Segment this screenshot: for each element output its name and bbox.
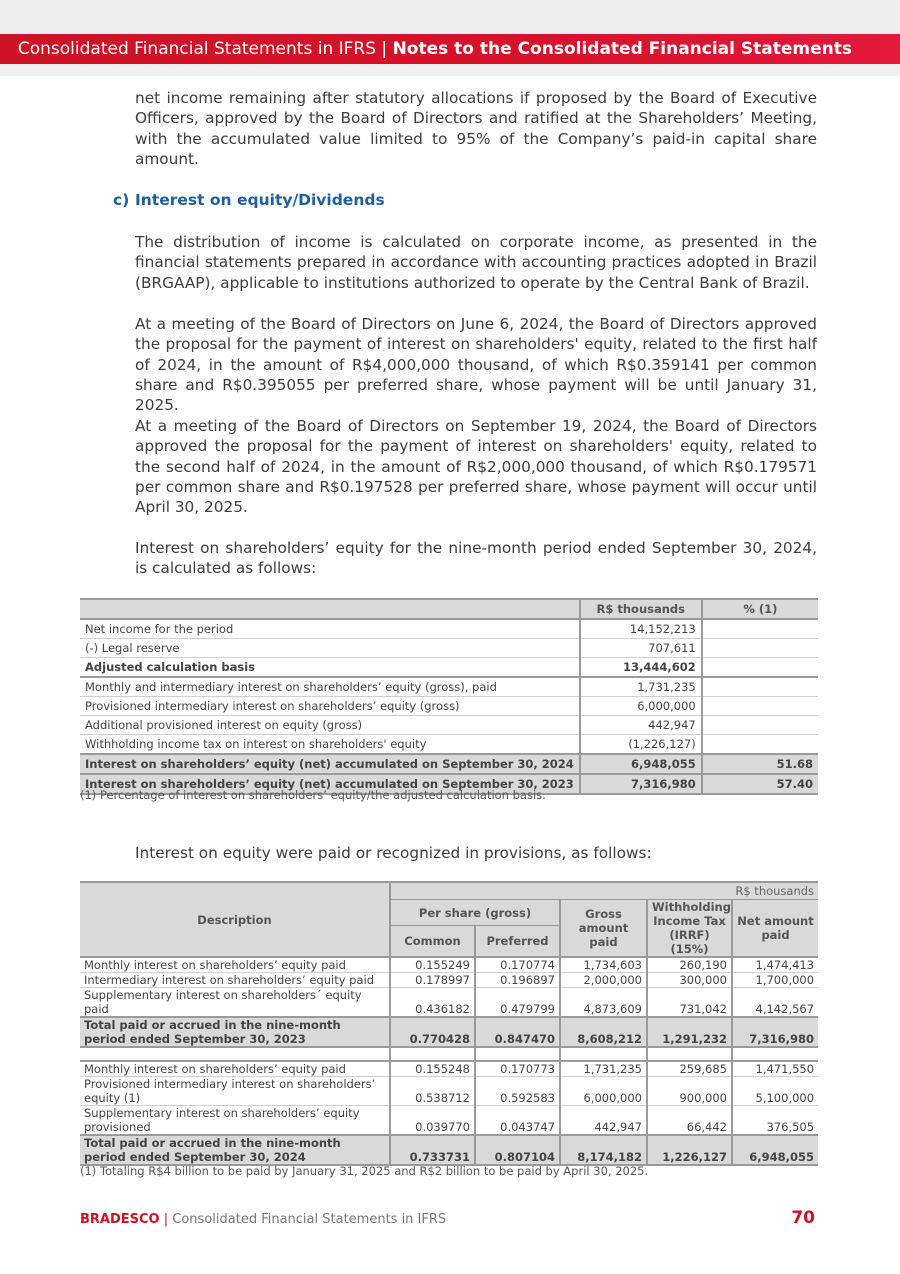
row-gross: 4,873,609 [560, 988, 647, 1018]
row-description: Total paid or accrued in the nine-month period ended September 30, 2024 [80, 1135, 390, 1165]
row-amount: 442,947 [580, 716, 702, 735]
table-row [80, 957, 818, 973]
row-label: (-) Legal reserve [80, 639, 580, 658]
row-common: 0.538712 [390, 1077, 475, 1106]
paragraph-distribution: The distribution of income is calculated on corporate income, as presented in the financial statements prepared in accordance with accounting practices adopted in Brazil (BRGAAP), applicable to institutions authorized to operate by the Central Bank of Brazil. [135, 233, 817, 292]
row-preferred: 0.592583 [475, 1077, 560, 1106]
table-row [80, 1061, 818, 1077]
header-section-title: Notes to the Consolidated Financial Statements [392, 39, 852, 59]
row-net: 376,505 [732, 1106, 818, 1136]
row-withholding: 259,685 [647, 1061, 732, 1077]
row-percent [702, 658, 818, 678]
row-preferred: 0.043747 [475, 1106, 560, 1136]
header-withholding: Withholding Income Tax (IRRF) (15%) [647, 900, 732, 958]
interest-calculation-table [80, 598, 818, 795]
row-common: 0.436182 [390, 988, 475, 1018]
row-withholding: 731,042 [647, 988, 732, 1018]
row-label: Additional provisioned interest on equity (gross) [80, 716, 580, 735]
row-withholding: 900,000 [647, 1077, 732, 1106]
table-row [80, 716, 818, 735]
row-label: Interest on shareholders’ equity (net) accumulated on September 30, 2024 [80, 754, 580, 774]
row-label: Interest on shareholders’ equity (net) accumulated on September 30, 2023 [80, 774, 580, 794]
row-label: Withholding income tax on interest on shareholders' equity [80, 735, 580, 755]
table-row [80, 619, 818, 639]
row-net: 1,700,000 [732, 973, 818, 988]
row-percent [702, 639, 818, 658]
row-amount: 707,611 [580, 639, 702, 658]
table-row-total [80, 754, 818, 774]
row-description: Supplementary interest on shareholders´ equity paid [80, 988, 390, 1018]
table-row-total [80, 1017, 818, 1047]
table-spacer-row [80, 1047, 818, 1061]
row-label: Provisioned intermediary interest on shareholders’ equity (gross) [80, 697, 580, 716]
row-withholding: 1,226,127 [647, 1135, 732, 1165]
row-preferred: 0.847470 [475, 1017, 560, 1047]
row-net: 6,948,055 [732, 1135, 818, 1165]
row-description: Intermediary interest on shareholders’ equity paid [80, 973, 390, 988]
table-row [80, 988, 818, 1018]
header-title: Consolidated Financial Statements in IFRS [17, 39, 377, 59]
row-common: 0.039770 [390, 1106, 475, 1136]
header-unit: R$ thousands [390, 882, 818, 900]
row-net: 1,474,413 [732, 957, 818, 973]
table-row [80, 697, 818, 716]
row-percent [702, 677, 818, 697]
section-title: Interest on equity/Dividends [135, 191, 385, 209]
row-amount: 6,948,055 [580, 754, 702, 774]
table-header-row [80, 599, 818, 619]
row-common: 0.733731 [390, 1135, 475, 1165]
table-row-total [80, 1135, 818, 1165]
table-row [80, 677, 818, 697]
row-percent [702, 716, 818, 735]
table-row [80, 735, 818, 755]
row-amount: 6,000,000 [580, 697, 702, 716]
page-footer [80, 1212, 446, 1227]
row-percent [702, 697, 818, 716]
row-withholding: 300,000 [647, 973, 732, 988]
row-gross: 1,734,603 [560, 957, 647, 973]
row-label: Monthly and intermediary interest on shareholders’ equity (gross), paid [80, 677, 580, 697]
table1-footnote: (1) Percentage of interest on shareholders’ equity/the adjusted calculation basis. [80, 788, 546, 802]
paragraph-september-meeting: At a meeting of the Board of Directors on September 19, 2024, the Board of Directors approved the proposal for the payment of interest on shareholders' equity, related to the second half of 2024, in the amount of R$2,000,000 thousand, of which R$0.179571 per common share and R$0.197528 per preferred share, whose payment will occur until April 30, 2025. [135, 417, 817, 517]
row-percent [702, 735, 818, 755]
row-preferred: 0.807104 [475, 1135, 560, 1165]
row-common: 0.770428 [390, 1017, 475, 1047]
row-description: Monthly interest on shareholders’ equity paid [80, 957, 390, 973]
row-gross: 442,947 [560, 1106, 647, 1136]
row-label: Net income for the period [80, 619, 580, 639]
table-row [80, 1077, 818, 1106]
row-description: Supplementary interest on shareholders’ equity provisioned [80, 1106, 390, 1136]
row-withholding: 260,190 [647, 957, 732, 973]
row-amount: 1,731,235 [580, 677, 702, 697]
table-row [80, 639, 818, 658]
paragraph-net-income: net income remaining after statutory allocations if proposed by the Board of Executive Officers, approved by the Board of Directors and ratified at the Shareholders’ Meeting, with the accumulated value limited to 95% of the Company’s paid-in capital share amount. [135, 89, 817, 168]
header-separator: | [381, 39, 388, 59]
page-number: 70 [791, 1208, 815, 1228]
row-preferred: 0.170774 [475, 957, 560, 973]
section-letter: c) [113, 191, 130, 209]
row-preferred: 0.170773 [475, 1061, 560, 1077]
table-row-subtotal [80, 658, 818, 678]
row-description: Monthly interest on shareholders’ equity paid [80, 1061, 390, 1077]
row-description: Provisioned intermediary interest on shareholders’ equity (1) [80, 1077, 390, 1106]
footer-brand: BRADESCO [80, 1212, 160, 1227]
row-amount: 7,316,980 [580, 774, 702, 794]
paragraph-paid-recognized: Interest on equity were paid or recognized in provisions, as follows: [135, 844, 652, 862]
top-band [0, 0, 900, 34]
header-common: Common [390, 926, 475, 958]
paragraph-june-meeting: At a meeting of the Board of Directors on June 6, 2024, the Board of Directors approved the proposal for the payment of interest on shareholders' equity, related to the first half of 2024, in the amount of R$4,000,000 thousand, of which R$0.359141 per common share and R$0.395055 per preferred share, whose payment will be until January 31, 2025. [135, 315, 817, 415]
row-gross: 2,000,000 [560, 973, 647, 988]
header-preferred: Preferred [475, 926, 560, 958]
row-withholding: 1,291,232 [647, 1017, 732, 1047]
header-per-share: Per share (gross) [390, 900, 560, 926]
table-header-blank [80, 599, 580, 619]
header-net: Net amount paid [732, 900, 818, 958]
header-gross: Gross amount paid [560, 900, 647, 958]
table2-footnote: (1) Totaling R$4 billion to be paid by January 31, 2025 and R$2 billion to be paid by April 30, 2025. [80, 1164, 649, 1178]
section-heading [113, 191, 385, 209]
row-preferred: 0.196897 [475, 973, 560, 988]
row-common: 0.155248 [390, 1061, 475, 1077]
header-underband [0, 64, 900, 76]
row-description: Total paid or accrued in the nine-month period ended September 30, 2023 [80, 1017, 390, 1047]
header-description: Description [80, 882, 390, 957]
row-percent: 57.40 [702, 774, 818, 794]
row-preferred: 0.479799 [475, 988, 560, 1018]
paragraph-calculation-intro: Interest on shareholders’ equity for the nine-month period ended September 30, 2024, is calculated as follows: [135, 539, 817, 578]
row-label: Adjusted calculation basis [85, 660, 256, 674]
interest-paid-table [80, 881, 818, 1166]
row-gross: 1,731,235 [560, 1061, 647, 1077]
page-header [0, 34, 900, 64]
row-amount: (1,226,127) [580, 735, 702, 755]
row-gross: 8,608,212 [560, 1017, 647, 1047]
row-net: 5,100,000 [732, 1077, 818, 1106]
table-header-amount: R$ thousands [580, 599, 702, 619]
table-header-percent: % (1) [702, 599, 818, 619]
row-net: 4,142,567 [732, 988, 818, 1018]
row-gross: 8,174,182 [560, 1135, 647, 1165]
footer-separator: | [163, 1212, 169, 1227]
row-withholding: 66,442 [647, 1106, 732, 1136]
table-row [80, 973, 818, 988]
row-amount: 14,152,213 [580, 619, 702, 639]
row-common: 0.155249 [390, 957, 475, 973]
row-percent: 51.68 [702, 754, 818, 774]
row-amount: 13,444,602 [580, 658, 702, 678]
row-common: 0.178997 [390, 973, 475, 988]
table-row [80, 1106, 818, 1136]
footer-text: Consolidated Financial Statements in IFRS [172, 1212, 447, 1227]
row-percent [702, 619, 818, 639]
row-net: 7,316,980 [732, 1017, 818, 1047]
row-net: 1,471,550 [732, 1061, 818, 1077]
row-gross: 6,000,000 [560, 1077, 647, 1106]
